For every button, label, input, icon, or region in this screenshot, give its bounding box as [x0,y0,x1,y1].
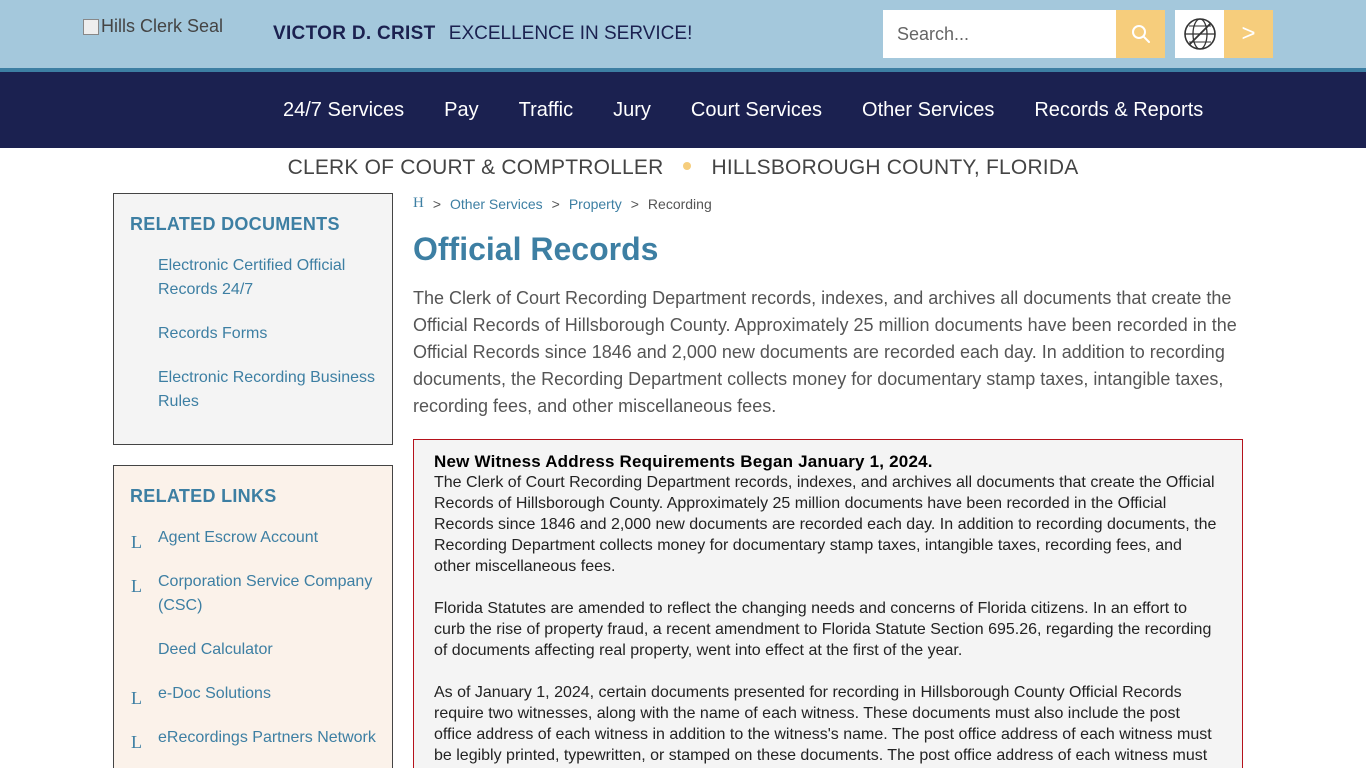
related-link[interactable] [114,726,392,750]
globe-translate-icon [1183,17,1217,51]
search-icon [1131,24,1151,44]
nav-item-247-services[interactable]: 24/7 Services [283,98,405,121]
breadcrumb-separator: > [432,195,442,212]
breadcrumb [413,195,712,212]
related-document-label: Electronic Certified Official Records 24/7 [158,257,346,298]
nav-item-records-reports[interactable]: Records & Reports [1034,98,1204,121]
notice-paragraph: Florida Statutes are amended to reflect the changing needs and concerns of Florida citizens. In an effort to curb the rise of property fraud, a recent amendment to Florida Statute Section 695.26, regarding the recording of documents affecting real property, went into effect at the first of the year. [434,600,1212,659]
related-link-label: eRecordings Partners Network [158,729,376,746]
nav-item-court-services[interactable]: Court Services [690,98,823,121]
related-link[interactable] [114,526,392,550]
related-links-panel [113,465,393,768]
nav-item-pay[interactable]: Pay [444,98,479,121]
intro-paragraph: The Clerk of Court Recording Department records, indexes, and archives all documents that create the Official Records of Hillsborough County. Approximately 25 million documents have been recorded in the Official Records since 1846 and 2,000 new documents are recorded each day. In addition to recording documents, the Recording Department collects money for documentary stamp taxes, intangible taxes, recording fees, and other miscellaneous fees. [413,288,1237,416]
external-link-icon: L [131,532,142,552]
page-title: Official Records [413,231,659,267]
external-link-icon: L [131,688,142,708]
main-nav [0,72,1366,148]
related-link-label: Corporation Service Company (CSC) [158,573,373,614]
language-go-button[interactable]: > [1224,10,1273,58]
subtitle-office: CLERK OF COURT & COMPTROLLER [287,156,664,179]
tagline: EXCELLENCE IN SERVICE! [448,23,693,44]
related-link-label: Agent Escrow Account [158,529,319,546]
breadcrumb-other-services[interactable]: Other Services [450,195,543,212]
clerk-name: VICTOR D. CRIST [273,23,436,44]
related-links-heading: RELATED LINKS [130,486,277,506]
home-icon[interactable]: H [413,195,424,211]
breadcrumb-current: Recording [647,195,712,212]
related-document-link[interactable] [114,366,392,414]
language-globe-button[interactable] [1175,10,1224,58]
site-brand [273,23,692,45]
related-link[interactable] [114,682,392,706]
notice-heading: New Witness Address Requirements Began January 1, 2024. [434,452,933,471]
related-link[interactable] [114,570,392,618]
seal-alt-text: Hills Clerk Seal [101,16,224,36]
language-selector [1175,10,1273,58]
notice-paragraph: As of January 1, 2024, certain documents presented for recording in Hillsborough County Official Records require two witnesses, along with the name of each witness. These documents must also include the post office address of each witness in addition to the witness's name. The post office address of each witness must be legibly printed, typewritten, or stamped on these documents. The post office address of each witness must [434,684,1212,764]
search-box [883,10,1165,58]
related-link-label: e-Doc Solutions [158,685,271,702]
site-header [0,0,1366,68]
nav-item-jury[interactable]: Jury [613,98,651,121]
subtitle-dot [683,162,691,170]
related-documents-heading: RELATED DOCUMENTS [130,214,340,234]
related-document-link[interactable] [114,254,392,302]
search-button[interactable] [1116,10,1165,58]
office-subtitle [0,156,1366,180]
external-link-icon: L [131,732,142,752]
nav-item-traffic[interactable]: Traffic [518,98,574,121]
related-document-link[interactable] [114,322,392,346]
witness-notice-box [413,439,1243,768]
breadcrumb-property[interactable]: Property [568,195,622,212]
clerk-seal-logo[interactable] [83,16,223,37]
notice-paragraph: The Clerk of Court Recording Department records, indexes, and archives all documents that create the Official Records of Hillsborough County. Approximately 25 million documents have been recorded in the Official Records since 1846 and 2,000 new documents are recorded each day. In addition to recording documents, the Recording Department collects money for documentary stamp taxes, intangible taxes, recording fees, and other miscellaneous fees. [434,474,1217,575]
related-link[interactable] [114,638,392,662]
related-document-label: Electronic Recording Business Rules [158,369,375,410]
breadcrumb-separator: > [551,195,560,212]
external-link-icon: L [131,576,142,596]
nav-item-other-services[interactable]: Other Services [862,98,995,121]
search-input[interactable] [883,10,1116,58]
subtitle-county: HILLSBOROUGH COUNTY, FLORIDA [711,156,1079,179]
related-link-label: Deed Calculator [158,641,273,658]
broken-image-icon [83,19,99,35]
breadcrumb-separator: > [630,195,639,212]
related-documents-panel [113,193,393,445]
related-document-label: Records Forms [158,325,268,342]
